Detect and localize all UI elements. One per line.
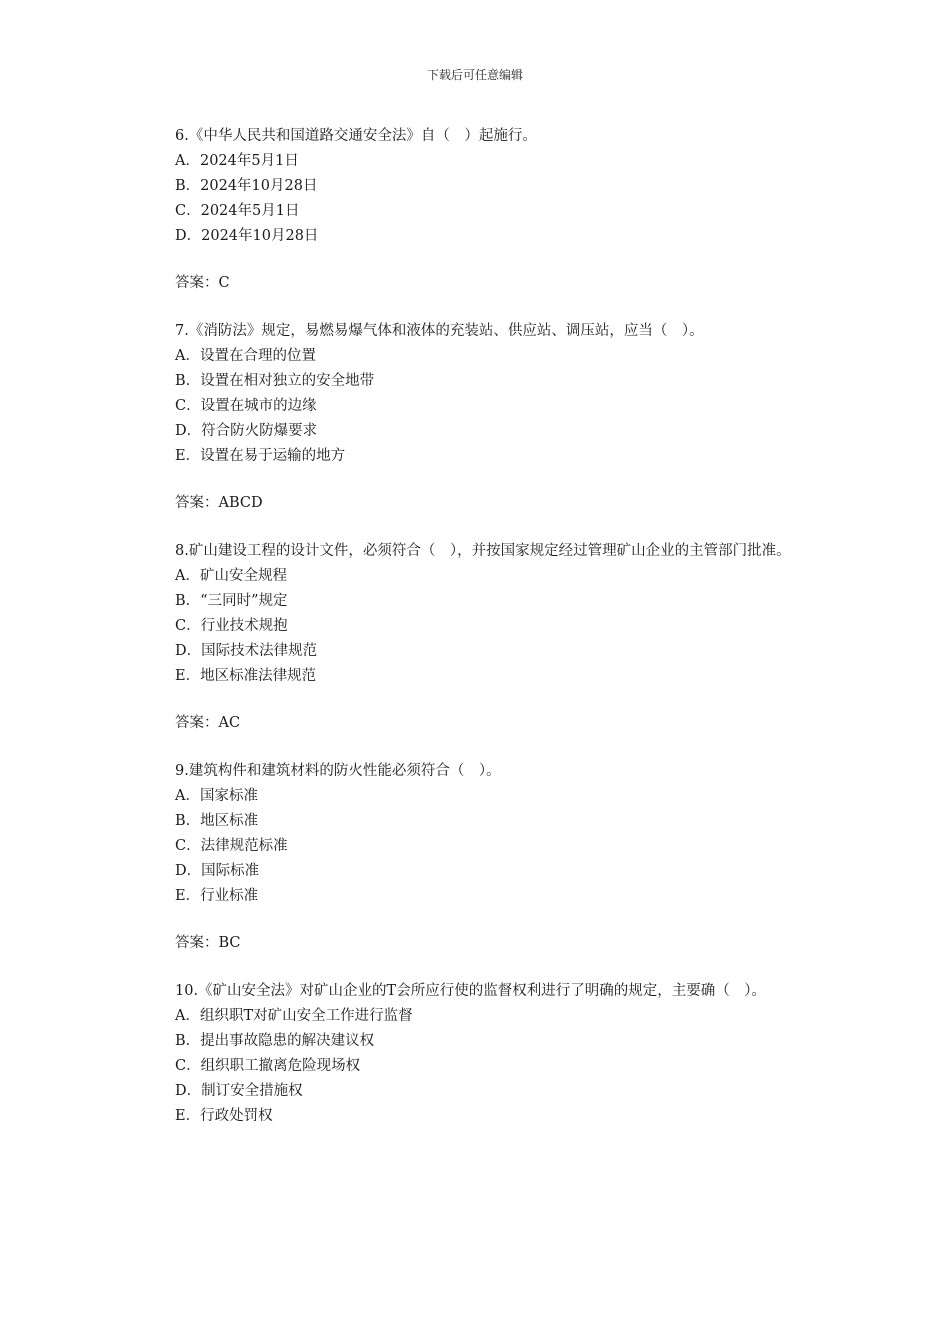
option-d: D．制订安全措施权 — [175, 1083, 303, 1099]
page-header: 下载后可任意编辑 — [426, 68, 523, 82]
option-b: B．“三同时”规定 — [175, 593, 288, 609]
question-stem: 8.矿山建设工程的设计文件，必须符合（ ），并按国家规定经过管理矿山企业的主管部门批准。 — [175, 543, 791, 559]
option-c: C．2024年5月1日 — [175, 203, 300, 219]
option-a: A．组织职T对矿山安全工作进行监督 — [175, 1008, 413, 1024]
question-9 — [145, 759, 805, 956]
answer: 答案：C — [175, 275, 230, 291]
option-d: D．2024年10月28日 — [175, 228, 319, 244]
option-e: E．行政处罚权 — [175, 1108, 273, 1124]
option-a: A．矿山安全规程 — [175, 568, 287, 584]
option-a: A．设置在合理的位置 — [175, 348, 316, 364]
option-c: C．组织职工撤离危险现场权 — [175, 1058, 361, 1074]
option-a: A．2024年5月1日 — [175, 153, 299, 169]
option-c: C．行业技术规抱 — [175, 618, 288, 634]
answer: 答案：BC — [175, 935, 241, 951]
option-c: C．法律规范标准 — [175, 838, 288, 854]
option-e: E．地区标准法律规范 — [175, 668, 317, 684]
option-b: B．2024年10月28日 — [175, 178, 318, 194]
question-stem: 7.《消防法》规定，易燃易爆气体和液体的充装站、供应站、调压站，应当（ ）。 — [175, 323, 704, 339]
question-10 — [145, 979, 805, 1129]
answer: 答案：AC — [175, 715, 241, 731]
option-a: A．国家标准 — [175, 788, 258, 804]
option-e: E．行业标准 — [175, 888, 259, 904]
question-stem: 9.建筑构件和建筑材料的防火性能必须符合（ ）。 — [175, 763, 501, 779]
question-stem: 6.《中华人民共和国道路交通安全法》自（ ）起施行。 — [175, 128, 537, 144]
answer: 答案：ABCD — [175, 495, 263, 511]
option-d: D．国际标准 — [175, 863, 260, 879]
option-b: B．地区标准 — [175, 813, 259, 829]
option-e: E．设置在易于运输的地方 — [175, 448, 346, 464]
question-8 — [145, 539, 805, 736]
option-b: B．设置在相对独立的安全地带 — [175, 373, 375, 389]
question-stem: 10.《矿山安全法》对矿山企业的T会所应行使的监督权利进行了明确的规定，主要确（ ）。 — [175, 983, 766, 999]
option-c: C．设置在城市的边缘 — [175, 398, 317, 414]
option-d: D．国际技术法律规范 — [175, 643, 318, 659]
option-b: B．提出事故隐患的解决建议权 — [175, 1033, 375, 1049]
document-body — [145, 124, 805, 1129]
option-d: D．符合防火防爆要求 — [175, 423, 318, 439]
question-7 — [145, 319, 805, 516]
question-6 — [145, 124, 805, 296]
